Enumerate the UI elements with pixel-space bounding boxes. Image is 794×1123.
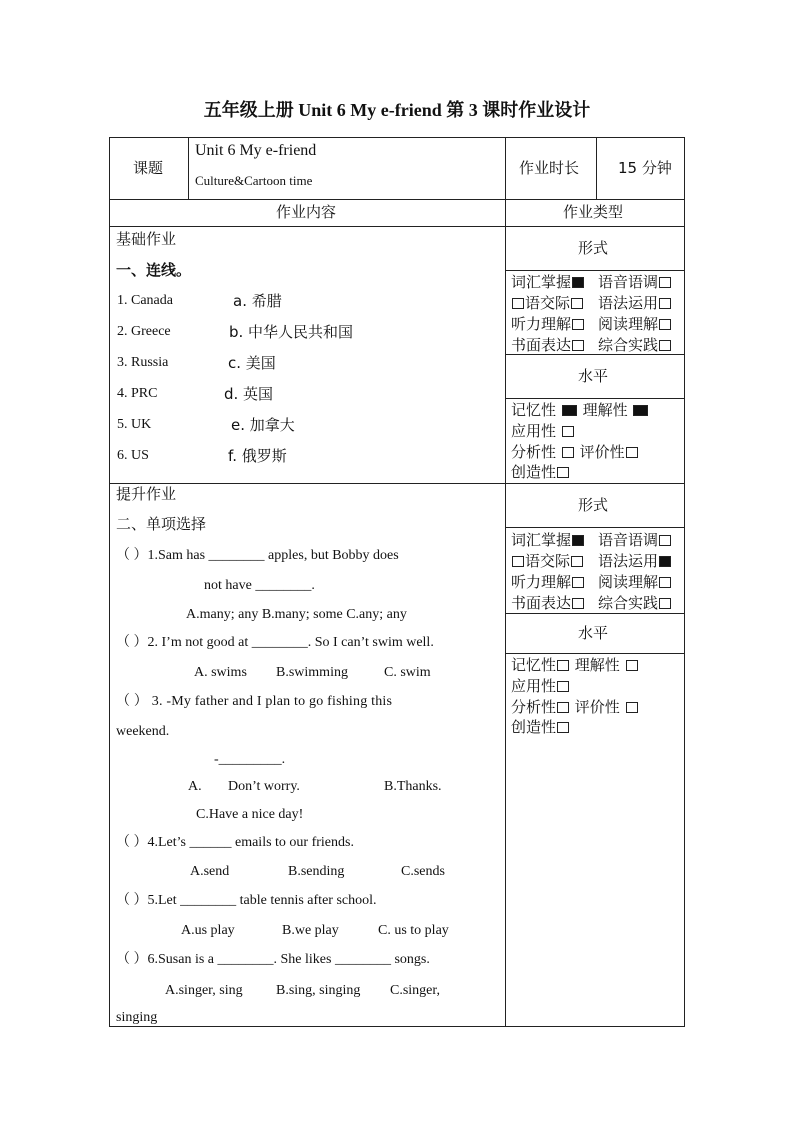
option: A. xyxy=(188,779,202,794)
form-label: 形式 xyxy=(578,496,609,514)
question-2: （ ）2. I’m not good at ________. So I can’t swim well. xyxy=(116,635,434,650)
checkbox xyxy=(571,298,583,309)
checkbox xyxy=(659,598,671,609)
type-label: 听力理解 xyxy=(511,315,572,333)
checkbox xyxy=(659,277,671,288)
level-text: 创造性 xyxy=(511,463,557,481)
match-left: 6. US xyxy=(117,448,149,463)
type-item xyxy=(511,552,584,570)
option: C. swim xyxy=(384,665,431,680)
topic-subtitle: Culture&Cartoon time xyxy=(195,173,313,188)
checkbox xyxy=(659,556,671,567)
question-1-options: A.many; any B.many; some C.any; any xyxy=(186,607,407,622)
type-item xyxy=(511,573,585,591)
type-item xyxy=(511,531,585,549)
checkbox xyxy=(626,447,638,458)
question-6-cont: singing xyxy=(116,1010,158,1025)
option: B.sending xyxy=(288,864,345,879)
question-3: （ ） 3. -My father and I plan to go fishing this xyxy=(116,694,393,709)
row-divider xyxy=(505,270,685,271)
match-right: d. 英国 xyxy=(224,385,274,403)
checkbox xyxy=(557,702,569,713)
level-text: 分析性 xyxy=(511,698,557,716)
level-text: 评价性 xyxy=(574,698,620,716)
question-6: （ ）6.Susan is a ________. She likes ________ songs. xyxy=(116,952,430,967)
form-label: 形式 xyxy=(578,239,609,257)
level-text: 应用性 xyxy=(511,677,557,695)
type-item xyxy=(511,594,585,612)
level-item xyxy=(511,443,639,461)
level-text: 理解性 xyxy=(582,401,628,419)
level-item xyxy=(511,718,570,736)
type-item xyxy=(598,273,672,291)
level-item xyxy=(511,463,570,481)
checkbox xyxy=(512,298,524,309)
option: A. swims xyxy=(194,665,247,680)
checkbox xyxy=(572,535,584,546)
type-item xyxy=(511,294,584,312)
type-label: 阅读理解 xyxy=(598,315,659,333)
homework-table xyxy=(109,137,685,1027)
checkbox xyxy=(557,722,569,733)
row-divider xyxy=(505,527,685,528)
type-item xyxy=(598,552,672,570)
basic-section-title: 基础作业 xyxy=(116,230,177,248)
checkbox xyxy=(626,660,638,671)
type-header: 作业类型 xyxy=(563,203,624,221)
level-text: 记忆性 xyxy=(511,656,557,674)
row-divider xyxy=(505,653,685,654)
checkbox xyxy=(633,405,648,416)
row-divider xyxy=(505,398,685,399)
checkbox xyxy=(626,702,638,713)
option: B.swimming xyxy=(276,665,348,680)
row-divider xyxy=(110,226,684,227)
checkbox xyxy=(557,681,569,692)
checkbox xyxy=(659,319,671,330)
type-item xyxy=(511,315,585,333)
checkbox xyxy=(659,535,671,546)
option: A.us play xyxy=(181,923,235,938)
level-item xyxy=(511,656,639,674)
level-text: 评价性 xyxy=(579,443,625,461)
question-5: （ ）5.Let ________ table tennis after school. xyxy=(116,893,377,908)
match-right: c. 美国 xyxy=(228,354,276,372)
type-label: 语交际 xyxy=(525,294,571,312)
level-label: 水平 xyxy=(578,624,609,642)
option: C.singer, xyxy=(390,983,440,998)
checkbox xyxy=(572,277,584,288)
level-text: 理解性 xyxy=(574,656,620,674)
match-right: f. 俄罗斯 xyxy=(228,447,287,465)
checkbox xyxy=(572,577,584,588)
type-item xyxy=(598,531,672,549)
level-label: 水平 xyxy=(578,367,609,385)
advanced-section-title: 提升作业 xyxy=(116,485,177,503)
type-label: 语交际 xyxy=(525,552,571,570)
type-item xyxy=(598,315,672,333)
checkbox xyxy=(562,426,574,437)
match-right: b. 中华人民共和国 xyxy=(229,323,354,341)
type-item xyxy=(598,573,672,591)
checkbox xyxy=(571,556,583,567)
type-item xyxy=(598,294,672,312)
page-title: 五年级上册 Unit 6 My e-friend 第 3 课时作业设计 xyxy=(203,100,591,120)
row-divider xyxy=(110,199,684,200)
level-text: 分析性 xyxy=(511,443,557,461)
match-left: 4. PRC xyxy=(117,386,158,401)
type-label: 词汇掌握 xyxy=(511,531,572,549)
option: Don’t worry. xyxy=(228,779,300,794)
level-text: 应用性 xyxy=(511,422,557,440)
match-left: 1. Canada xyxy=(117,293,173,308)
option: B.Thanks. xyxy=(384,779,442,794)
type-label: 语法运用 xyxy=(598,552,659,570)
question-1: （ ）1.Sam has ________ apples, but Bobby does xyxy=(116,548,399,563)
advanced-heading: 二、单项选择 xyxy=(116,515,207,533)
level-item xyxy=(511,401,649,419)
type-item xyxy=(511,273,585,291)
checkbox xyxy=(557,467,569,478)
type-label: 语音语调 xyxy=(598,531,659,549)
checkbox xyxy=(512,556,524,567)
level-item xyxy=(511,677,570,695)
checkbox xyxy=(659,577,671,588)
match-left: 3. Russia xyxy=(117,355,169,370)
checkbox xyxy=(557,660,569,671)
option: B.sing, singing xyxy=(276,983,361,998)
checkbox xyxy=(659,340,671,351)
type-item xyxy=(598,336,672,354)
checkbox xyxy=(562,447,574,458)
option: A.singer, sing xyxy=(165,983,243,998)
type-item xyxy=(598,594,672,612)
match-right: a. 希腊 xyxy=(233,292,282,310)
match-left: 2. Greece xyxy=(117,324,171,339)
level-item xyxy=(511,698,639,716)
topic-label: 课题 xyxy=(133,159,164,177)
match-left: 5. UK xyxy=(117,417,152,432)
option: C.sends xyxy=(401,864,445,879)
topic-title: Unit 6 My e-friend xyxy=(195,142,317,159)
question-3-cont: weekend. xyxy=(116,724,170,739)
col-divider xyxy=(596,138,597,199)
type-label: 综合实践 xyxy=(598,594,659,612)
type-label: 语音语调 xyxy=(598,273,659,291)
content-header: 作业内容 xyxy=(276,203,337,221)
option: A.send xyxy=(190,864,230,879)
checkbox xyxy=(659,298,671,309)
checkbox xyxy=(562,405,577,416)
question-1-cont: not have ________. xyxy=(204,578,315,593)
duration-value: 15 分钟 xyxy=(618,159,672,177)
col-divider xyxy=(505,138,506,1026)
level-text: 创造性 xyxy=(511,718,557,736)
checkbox xyxy=(572,340,584,351)
checkbox xyxy=(572,319,584,330)
type-item xyxy=(511,336,585,354)
col-divider xyxy=(188,138,189,199)
row-divider xyxy=(505,613,685,614)
type-label: 词汇掌握 xyxy=(511,273,572,291)
match-right: e. 加拿大 xyxy=(231,416,295,434)
option: C.Have a nice day! xyxy=(196,807,304,822)
level-text: 记忆性 xyxy=(511,401,557,419)
checkbox xyxy=(572,598,584,609)
basic-heading: 一、连线。 xyxy=(116,261,192,279)
type-label: 听力理解 xyxy=(511,573,572,591)
row-divider xyxy=(110,483,684,484)
type-label: 综合实践 xyxy=(598,336,659,354)
type-label: 书面表达 xyxy=(511,594,572,612)
question-4: （ ）4.Let’s ______ emails to our friends. xyxy=(116,835,354,850)
row-divider xyxy=(505,354,685,355)
type-label: 书面表达 xyxy=(511,336,572,354)
question-3-answer: -_________. xyxy=(214,752,286,767)
type-label: 阅读理解 xyxy=(598,573,659,591)
duration-label: 作业时长 xyxy=(519,159,580,177)
level-item xyxy=(511,422,575,440)
type-label: 语法运用 xyxy=(598,294,659,312)
option: B.we play xyxy=(282,923,339,938)
option: C. us to play xyxy=(378,923,449,938)
